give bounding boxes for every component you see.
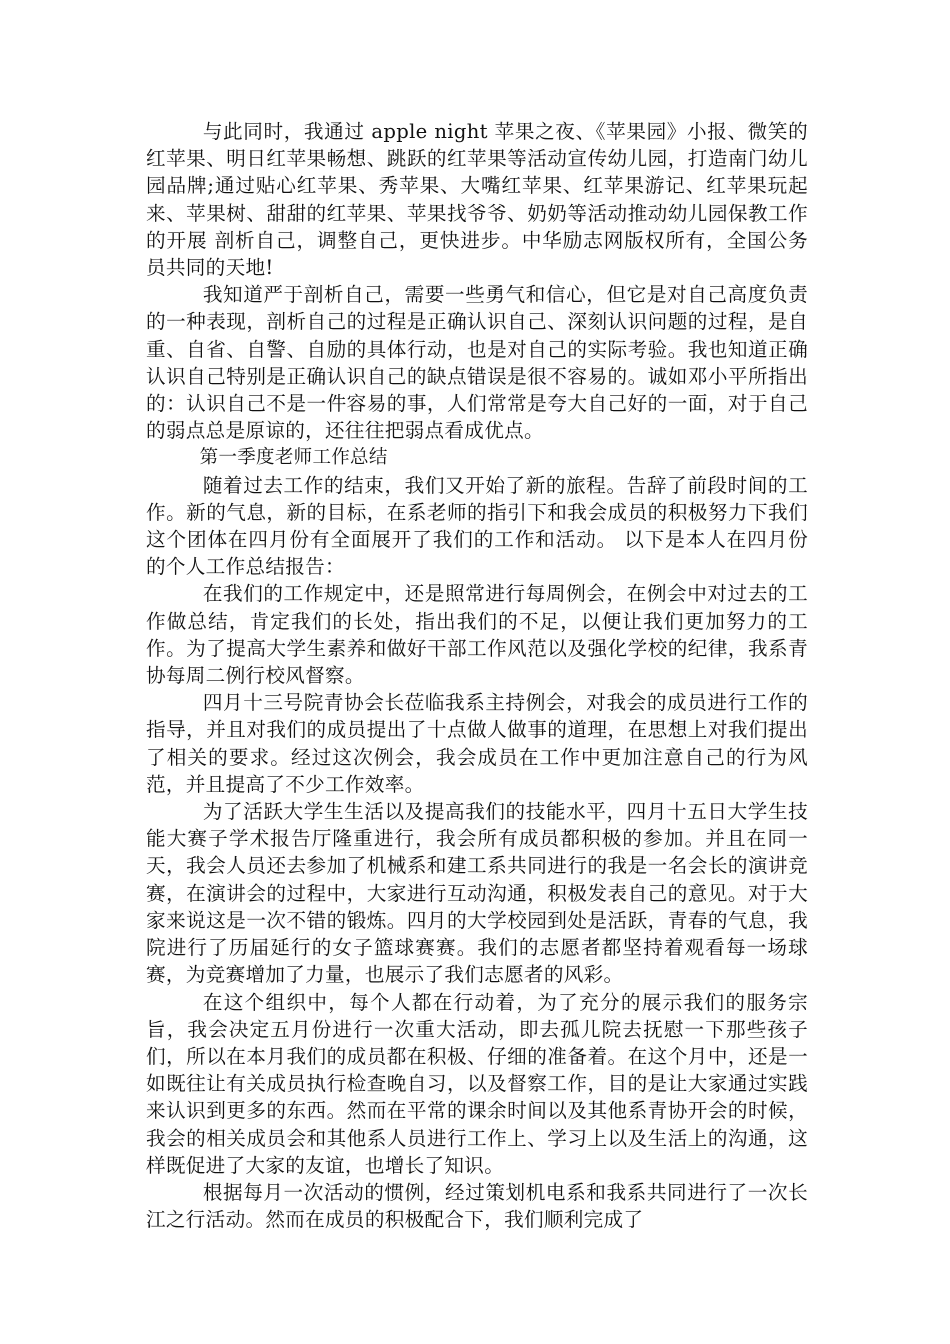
paragraph: 随着过去工作的结束，我们又开始了新的旅程。告辞了前段时间的工作。新的气息，新的目标，在系老师的指引下和我会成员的积极努力下我们这个团体在四月份有全面展开了我们的工作和活动。 以下是本人在四月份的个人工作总结报告： xyxy=(146,473,808,579)
paragraph: 为了活跃大学生生活以及提高我们的技能水平，四月十五日大学生技能大赛子学术报告厅隆重进行，我会所有成员都积极的参加。并且在同一天，我会人员还去参加了机械系和建工系共同进行的我是一名会长的演讲竞赛，在演讲会的过程中，大家进行互动沟通，积极发表自己的意见。对于大家来说这是一次不错的锻炼。四月的大学校园到处是活跃，青春的气息，我院进行了历届延行的女子篮球赛赛。我们的志愿者都坚持着观看每一场球赛，为竞赛增加了力量，也展示了我们志愿者的风彩。 xyxy=(146,800,808,987)
paragraph: 我知道严于剖析自己，需要一些勇气和信心，但它是对自己高度负责 的一种表现，剖析自己的过程是正确认识自己、深刻认识问题的过程，是自重、自省、自警、自励的具体行动，也是对自己的实际考验。我也知道正确认识自己特别是正确认识自己的缺点错误是很不容易的。诚如邓小平所指出的：认识自己不是一件容易的事，人们常常是夸大自己好的一面，对于自己的弱点总是原谅的，还往往把弱点看成优点。 xyxy=(146,283,808,443)
paragraph: 根据每月一次活动的惯例，经过策划机电系和我系共同进行了一次长江之行活动。然而在成员的积极配合下，我们顺利完成了 xyxy=(146,1180,808,1232)
paragraph: 在这个组织中，每个人都在行动着，为了充分的展示我们的服务宗旨，我会决定五月份进行一次重大活动，即去孤儿院去抚慰一下那些孩子们，所以在本月我们的成员都在积极、仔细的准备着。在这个月中，还是一如既往让有关成员执行检查晚自习，以及督察工作，目的是让大家通过实践来认识到更多的东西。然而在平常的课余时间以及其他系青协开会的时候，我会的相关成员会和其他系人员进行工作上、学习上以及生活上的沟通，这样既促进了大家的友谊，也增长了知识。 xyxy=(146,990,808,1177)
document-body xyxy=(146,118,808,1233)
paragraph: 在我们的工作规定中，还是照常进行每周例会，在例会中对过去的工作做总结，肯定我们的长处，指出我们的不足，以便让我们更加努力的工作。为了提高大学生素养和做好干部工作风范以及强化学校的纪律，我系青协每周二例行校风督察。 xyxy=(146,582,808,688)
paragraph: 与此同时，我通过 apple night 苹果之夜、《苹果园》小报、微笑的红苹果、明日红苹果畅想、跳跃的红苹果等活动宣传幼儿园，打造南门幼儿园品牌;通过贴心红苹果、秀苹果、大嘴红苹果、红苹果游记、红苹果玩起来、苹果树、甜甜的红苹果、苹果找爷爷、奶奶等活动推动幼儿园保教工作的开展 剖析自己，调整自己，更快进步。中华励志网版权所有，全国公务员共同的天地! xyxy=(146,120,808,280)
section-heading: 第一季度老师工作总结 xyxy=(199,447,388,469)
paragraph: 四月十三号院青协会长莅临我系主持例会，对我会的成员进行工作的指导，并且对我们的成员提出了十点做人做事的道理，在思想上对我们提出了相关的要求。经过这次例会，我会成员在工作中更加注意自己的行为风范，并且提高了不少工作效率。 xyxy=(146,691,808,796)
